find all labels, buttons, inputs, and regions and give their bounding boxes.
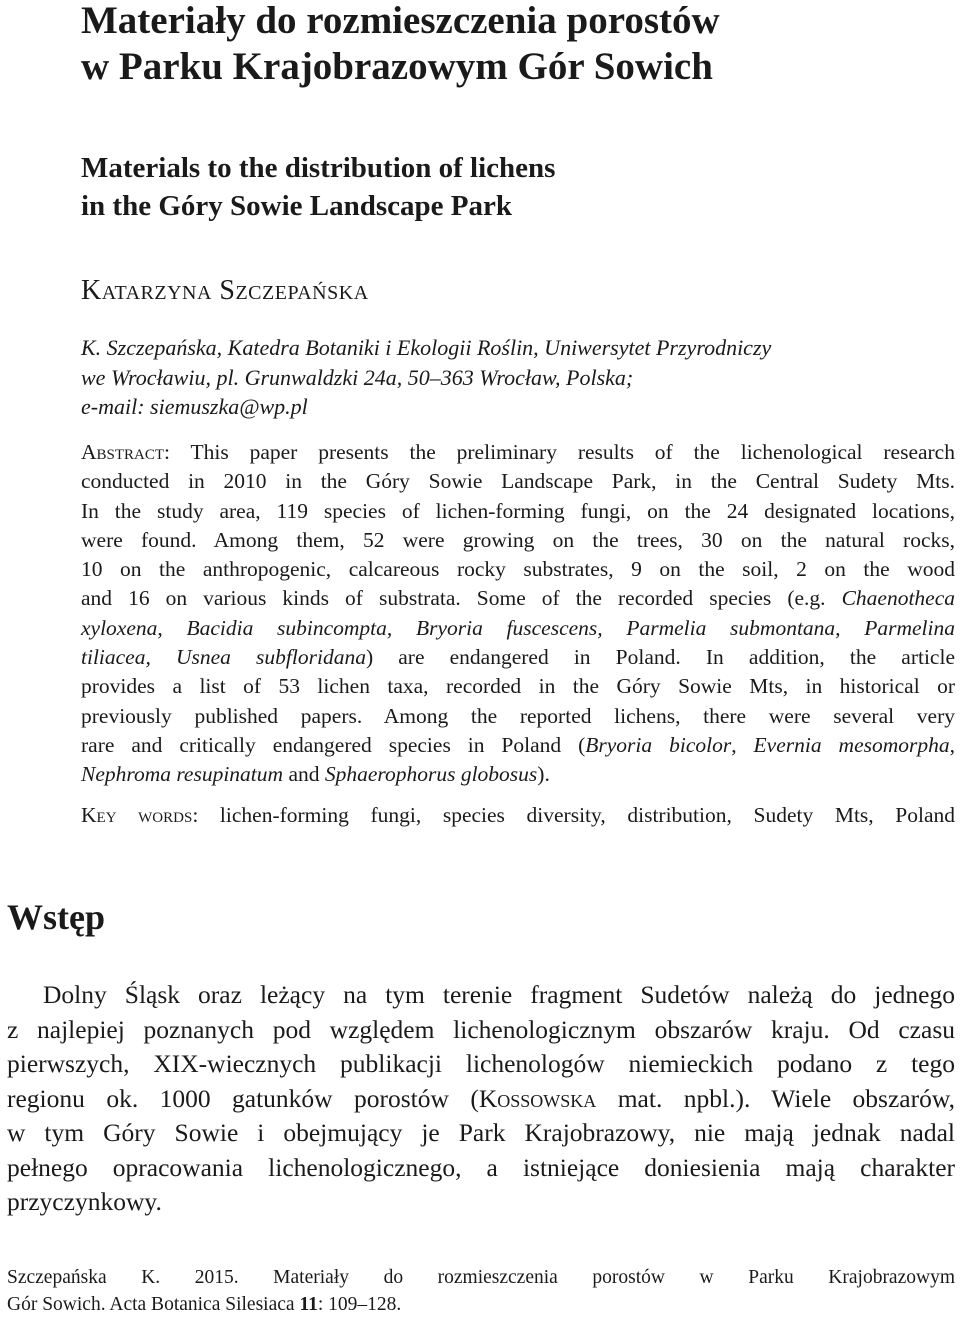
subtitle-line-2: in the Góry Sowie Landscape Park: [81, 190, 512, 222]
abstract-line: 10 on the anthropogenic, calcareous rocky substrates, 9 on the soil, 2 on the wood: [81, 557, 955, 582]
intro-line: z najlepiej poznanych pod względem lichenologicznym obszarów kraju. Od czasu: [7, 1014, 955, 1044]
species-list: tiliacea, Usnea subfloridana: [81, 645, 366, 670]
species-name: Sphaerophorus globosus: [324, 762, 538, 787]
cited-author: Kossowska: [478, 1083, 597, 1113]
abstract-line: Abstract: This paper presents the preliminary results of the lichenological research: [81, 440, 955, 464]
article-title: [81, 0, 941, 90]
keywords: Key words: lichen-forming fungi, species diversity, distribution, Sudety Mts, Poland: [81, 803, 955, 827]
species-name: xyloxena: [81, 615, 158, 640]
citation-line: Gór Sowich. Acta Botanica Silesiaca 11: 109–128.: [7, 1294, 402, 1315]
intro-line: pełnego opracowania lichenologicznego, a istniejące doniesienia mają charakter: [7, 1152, 955, 1182]
intro-paragraph: [7, 978, 955, 1220]
intro-line: regionu ok. 1000 gatunków porostów (Kossowska mat. npbl.). Wiele obszarów,: [7, 1083, 955, 1113]
species-name: Evernia mesomorpha: [753, 732, 950, 757]
intro-line: pierwszych, XIX-wiecznych publikacji lichenologów niemieckich podano z tego: [7, 1049, 955, 1078]
species-name: Nephroma resupinatum: [81, 762, 284, 787]
abstract-line: provides a list of 53 lichen taxa, recorded in the Góry Sowie Mts, in historical or: [81, 674, 955, 699]
intro-line: Dolny Śląsk oraz leżący na tym terenie fragment Sudetów należą do jednego: [43, 980, 955, 1009]
subtitle-line-1: Materials to the distribution of lichens: [81, 152, 556, 184]
abstract-line: previously published papers. Among the reported lichens, there were several very: [81, 703, 955, 728]
intro-line: przyczynkowy.: [7, 1187, 162, 1216]
title-line-2: w Parku Krajobrazowym Gór Sowich: [81, 45, 713, 88]
species-list: Bacidia subincompta, Bryoria fuscescens, Parmelia submontana, Parmelina: [186, 615, 955, 640]
abstract-line: In the study area, 119 species of lichen-forming fungi, on the 24 designated locations,: [81, 498, 955, 523]
abstract-line: Nephroma resupinatum and Sphaerophorus globosus).: [81, 762, 550, 787]
abstract-line: xyloxena, Bacidia subincompta, Bryoria fuscescens, Parmelia submontana, Parmelina: [81, 615, 955, 640]
author-affiliation: [81, 333, 951, 422]
species-name: Bryoria bicolor: [585, 732, 732, 757]
affiliation-email: e-mail: siemuszka@wp.pl: [81, 394, 308, 419]
title-line-1: Materiały do rozmieszczenia porostów: [81, 0, 720, 42]
abstract-label: Abstract: [81, 440, 165, 464]
citation-volume: 11: [299, 1294, 318, 1315]
affiliation-line-2: we Wrocławiu, pl. Grunwaldzki 24a, 50–363 Wrocław, Polska;: [81, 364, 634, 390]
author-name: Katarzyna Szczepańska: [81, 275, 369, 306]
abstract-line: and 16 on various kinds of substrata. Some of the recorded species (e.g. Chaenotheca: [81, 586, 956, 611]
citation: [7, 1264, 955, 1318]
keywords-text: lichen-forming fungi, species diversity, distribution, Sudety Mts, Poland: [219, 803, 955, 827]
abstract-line: rare and critically endangered species in Poland (Bryoria bicolor, Evernia mesomorpha,: [81, 732, 956, 757]
section-heading: Wstęp: [7, 897, 105, 937]
citation-line: Szczepańska K. 2015. Materiały do rozmieszczenia porostów w Parku Krajobrazowym: [7, 1267, 955, 1288]
affiliation-line-1: K. Szczepańska, Katedra Botaniki i Ekologii Roślin, Uniwersytet Przyrodniczy: [81, 335, 772, 360]
abstract-line: tiliacea, Usnea subfloridana) are endangered in Poland. In addition, the article: [81, 645, 955, 670]
species-name: Chaenotheca: [841, 586, 956, 611]
abstract: [81, 438, 955, 790]
keywords-label: Key words: [81, 803, 193, 827]
abstract-line: conducted in 2010 in the Góry Sowie Landscape Park, in the Central Sudety Mts.: [81, 469, 955, 494]
article-subtitle: [81, 149, 941, 225]
intro-line: w tym Góry Sowie i obejmujący je Park Krajobrazowy, nie mają jednak nadal: [7, 1118, 955, 1147]
abstract-line: were found. Among them, 52 were growing on the trees, 30 on the natural rocks,: [81, 527, 955, 552]
